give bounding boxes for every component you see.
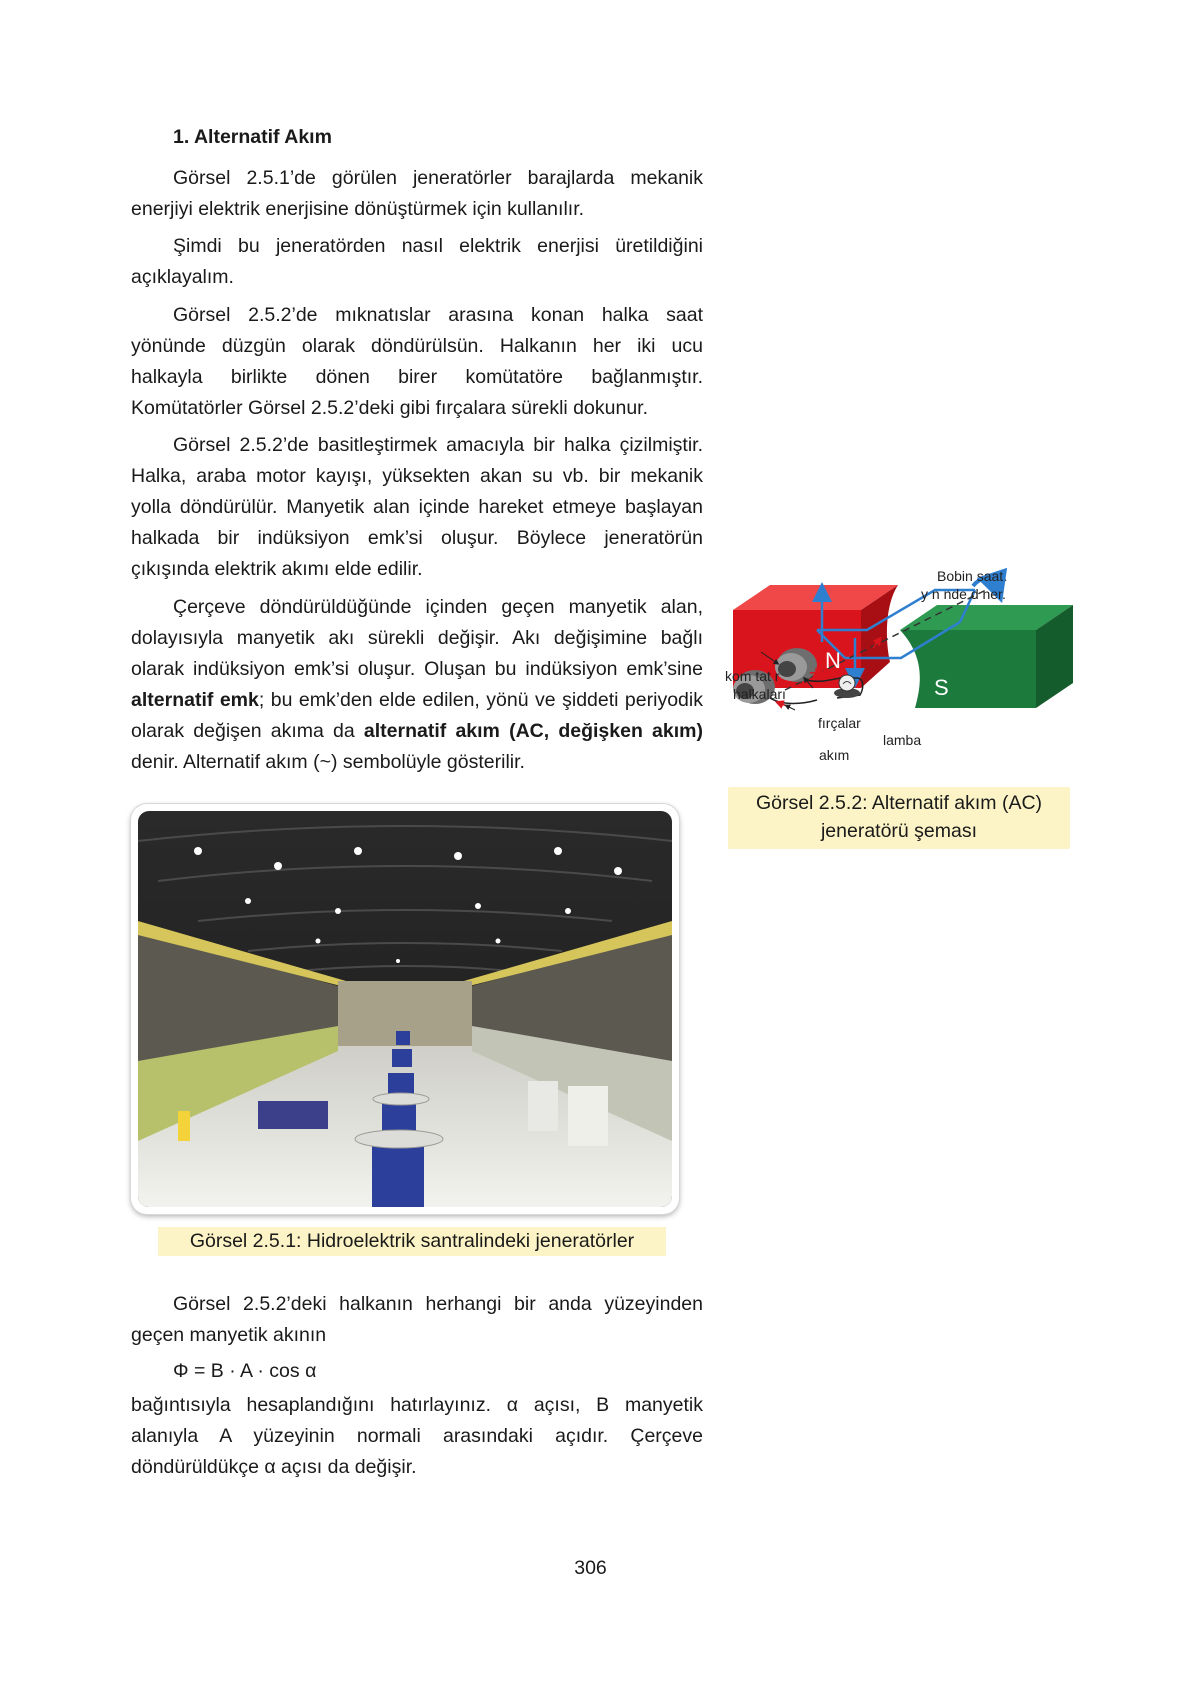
commutator-label-1: kom tat r [725, 668, 780, 684]
paragraph-7-text: bağıntısıyla hesaplandığını hatırlayınız. α açısı, B manyetik alanıyla A yüzeyinin normali arasındaki açıdır. Çerçeve döndürüldükçe α açısı da değişir. [131, 1394, 703, 1478]
paragraph-2-text: Şimdi bu jeneratörden nasıl elektrik enerjisi üretildiğini açıklayalım. [131, 235, 703, 288]
current-arrow-1 [810, 672, 820, 673]
south-label: S [934, 675, 949, 700]
paragraph-5-part-3: denir. Alternatif akım (~) sembolüyle gösterilir. [131, 751, 525, 773]
paragraph-5-part-1: Çerçeve döndürüldüğünde içinden geçen manyetik alan, dolayısıyla manyetik akı sürekli değişir. Akı değişimine bağlı olarak indüksiyon emk’si oluşur. Oluşan bu indüksiyon emk’sine [131, 596, 703, 680]
paragraph-4-text: Görsel 2.5.2’de basitleştirmek amacıyla bir halka çizilmiştir. Halka, araba motor kayışı, yüksekten akan su vb. bir mekanik yolla döndürülür. Manyetik alan içinde hareket etmeye başlayan halkada bir indüksiyon emk’si oluşur. Böylece jeneratörün çıkışında elektrik akımı elde edilir. [131, 434, 703, 580]
page-number: 306 [574, 1557, 607, 1579]
paragraph-7 [131, 1390, 703, 1483]
paragraph-6 [131, 1289, 703, 1351]
paragraph-4 [131, 430, 703, 585]
paragraph-6-text: Görsel 2.5.2’deki halkanın herhangi bir anda yüzeyinden geçen manyetik akının [131, 1293, 703, 1346]
north-label: N [825, 648, 841, 673]
paragraph-3 [131, 300, 703, 424]
figure-2-caption-line-2: jeneratörü şeması [820, 820, 978, 842]
paragraph-5-text [131, 592, 703, 778]
lamp-label: lamba [883, 732, 922, 748]
paragraph-1 [131, 163, 703, 225]
flux-formula: Φ = B · A · cos α [173, 1360, 317, 1382]
section-title: 1. Alternatif Akım [173, 126, 332, 148]
brushes-label: fırçalar [818, 715, 861, 731]
paragraph-1-text: Görsel 2.5.1’de görülen jeneratörler barajlarda mekanik enerjiyi elektrik enerjisine dönüştürmek için kullanılır. [131, 167, 703, 220]
ac-generator-diagram [725, 560, 1090, 780]
figure-1-caption: Görsel 2.5.1: Hidroelektrik santralindeki jeneratörler [158, 1227, 666, 1256]
term-alternatif-akim: alternatif akım (AC, değişken akım) [363, 720, 703, 742]
paragraph-5 [131, 592, 703, 778]
figure-2-caption [728, 787, 1070, 849]
paragraph-5-part-2: ; bu emk’den elde edilen, yönü ve şiddeti periyodik olarak değişen akıma da [131, 689, 703, 742]
rotation-label-1: Bobin saat [937, 568, 1004, 584]
paragraph-3-text: Görsel 2.5.2’de mıknatıslar arasına konan halka saat yönünde düzgün olarak döndürülsün. Halkanın her iki ucu halkayla birlikte dönen birer komütatöre bağlanmıştır. Komütatörler Görsel 2.5.2’deki gibi fırçalara sürekli dokunur. [131, 304, 703, 419]
term-alternatif-emk: alternatif emk [131, 689, 259, 711]
hydro-plant-photo [131, 804, 679, 1214]
paragraph-2 [131, 231, 703, 293]
figure-2-caption-line-1: Görsel 2.5.2: Alternatif akım (AC) [755, 792, 1043, 814]
current-label: akım [819, 747, 850, 763]
commutator-label-2: halkaları [733, 686, 786, 702]
rotation-label-2: y n nde d ner. [921, 586, 1006, 602]
current-pointer [787, 706, 795, 710]
